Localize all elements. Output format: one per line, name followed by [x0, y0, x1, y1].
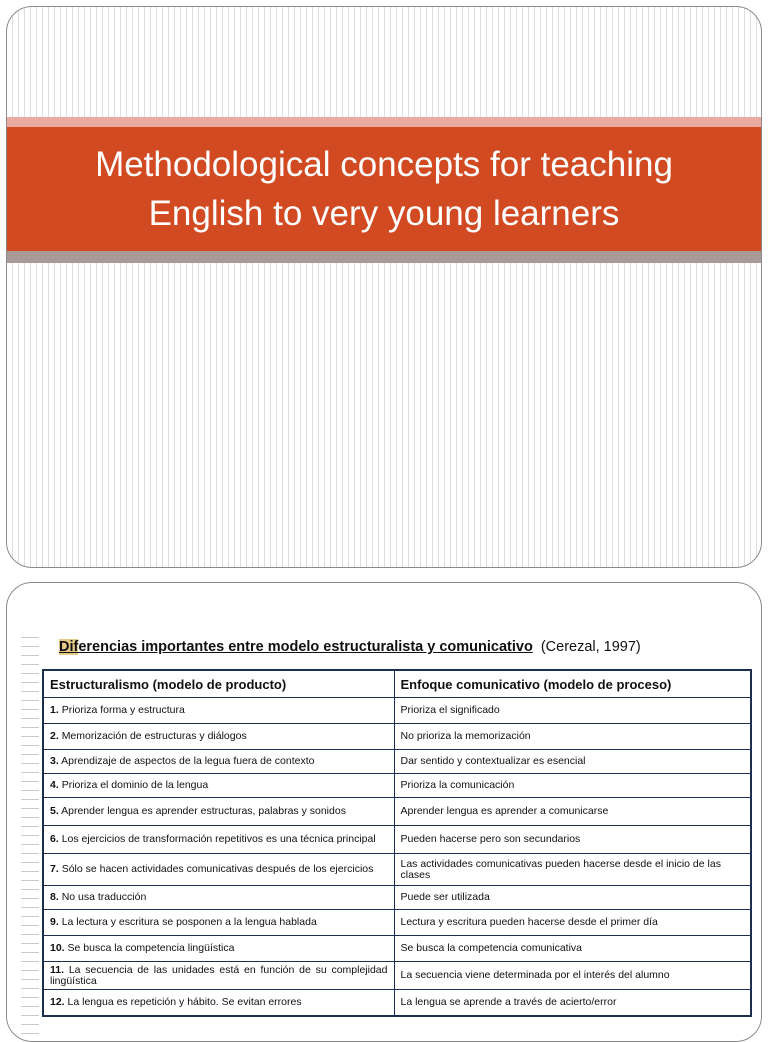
heading-highlight: Dif: [59, 639, 79, 655]
row-left-text: La lectura y escritura se posponen a la lengua hablada: [61, 916, 317, 928]
comparison-slide: [6, 582, 762, 1042]
table-row: [43, 936, 751, 962]
table-header-row: [43, 670, 751, 698]
slide-title: [65, 140, 703, 238]
table-row: [43, 990, 751, 1016]
table-row: [43, 962, 751, 990]
row-number: 2.: [50, 730, 59, 742]
table-cell-structuralism: [43, 750, 394, 774]
table-cell-structuralism: [43, 724, 394, 750]
title-band: [7, 127, 761, 251]
row-left-text: Memorización de estructuras y diálogos: [61, 730, 247, 742]
comparison-heading: [59, 639, 759, 655]
row-left-text: Prioriza el dominio de la lengua: [61, 779, 209, 791]
row-number: 1.: [50, 704, 59, 716]
table-cell-structuralism: [43, 910, 394, 936]
row-number: 3.: [50, 755, 59, 767]
table-cell-structuralism: [43, 936, 394, 962]
title-band-bottom-stripe: [7, 251, 761, 263]
row-left-text: Prioriza forma y estructura: [61, 704, 185, 716]
row-left-text: Se busca la competencia lingüística: [67, 942, 235, 954]
table-cell-structuralism: [43, 798, 394, 826]
row-left-text: Aprendizaje de aspectos de la legua fuera de contexto: [61, 755, 315, 767]
table-cell-structuralism: [43, 774, 394, 798]
table-cell-structuralism: [43, 854, 394, 886]
heading-citation: (Cerezal, 1997): [540, 639, 641, 655]
table-cell-structuralism: [43, 886, 394, 910]
row-number: 5.: [50, 805, 59, 817]
row-number: 12.: [50, 995, 65, 1008]
table-cell-communicative: Dar sentido y contextualizar es esencial: [394, 750, 751, 774]
table-cell-communicative: Pueden hacerse pero son secundarios: [394, 826, 751, 854]
table-cell-communicative: Prioriza la comunicación: [394, 774, 751, 798]
table-cell-communicative: Se busca la competencia comunicativa: [394, 936, 751, 962]
table-row: [43, 698, 751, 724]
scanned-margin-marks: [21, 629, 39, 1042]
table-row: [43, 750, 751, 774]
table-cell-structuralism: [43, 698, 394, 724]
row-left-text: No usa traducción: [61, 891, 147, 903]
table-row: [43, 910, 751, 936]
table-cell-communicative: La secuencia viene determinada por el interés del alumno: [394, 962, 751, 990]
title-band-top-stripe: [7, 117, 761, 127]
table-cell-structuralism: [43, 990, 394, 1016]
table-row: [43, 798, 751, 826]
row-number: 4.: [50, 779, 59, 791]
table-cell-communicative: La lengua se aprende a través de acierto/error: [394, 990, 751, 1016]
table-cell-communicative: Puede ser utilizada: [394, 886, 751, 910]
table-row: [43, 886, 751, 910]
row-left-text: Aprender lengua es aprender estructuras, palabras y sonidos: [61, 805, 346, 817]
row-left-text: Sólo se hacen actividades comunicativas después de los ejercicios: [61, 863, 374, 875]
heading-title: [59, 639, 533, 655]
row-number: 8.: [50, 891, 59, 903]
heading-title-rest: erencias importantes entre modelo estructuralista y comunicativo: [78, 639, 533, 655]
row-left-text: La lengua es repetición y hábito. Se evitan errores: [67, 995, 302, 1008]
slide-title-line-1: Methodological concepts for teaching: [95, 145, 673, 184]
row-left-text: La secuencia de las unidades está en función de su complejidad lingüística: [50, 963, 388, 987]
slide-title-line-2: English to very young learners: [148, 194, 620, 233]
row-number: 7.: [50, 863, 59, 875]
table-row: [43, 774, 751, 798]
table-cell-communicative: No prioriza la memorización: [394, 724, 751, 750]
header-communicative: Enfoque comunicativo (modelo de proceso): [394, 670, 751, 698]
title-slide: [6, 6, 762, 568]
row-number: 9.: [50, 916, 59, 928]
row-number: 6.: [50, 833, 59, 845]
table-cell-communicative: Lectura y escritura pueden hacerse desde el primer día: [394, 910, 751, 936]
table-cell-communicative: Prioriza el significado: [394, 698, 751, 724]
table-cell-structuralism: [43, 826, 394, 854]
header-structuralism: Estructuralismo (modelo de producto): [43, 670, 394, 698]
row-number: 10.: [50, 942, 65, 954]
comparison-table: [42, 669, 752, 1017]
table-cell-communicative: Aprender lengua es aprender a comunicarse: [394, 798, 751, 826]
table-row: [43, 854, 751, 886]
row-left-text: Los ejercicios de transformación repetitivos es una técnica principal: [61, 833, 376, 845]
table-cell-communicative: Las actividades comunicativas pueden hacerse desde el inicio de las clases: [394, 854, 751, 886]
table-cell-structuralism: [43, 962, 394, 990]
table-row: [43, 724, 751, 750]
row-number: 11.: [50, 963, 65, 976]
table-row: [43, 826, 751, 854]
